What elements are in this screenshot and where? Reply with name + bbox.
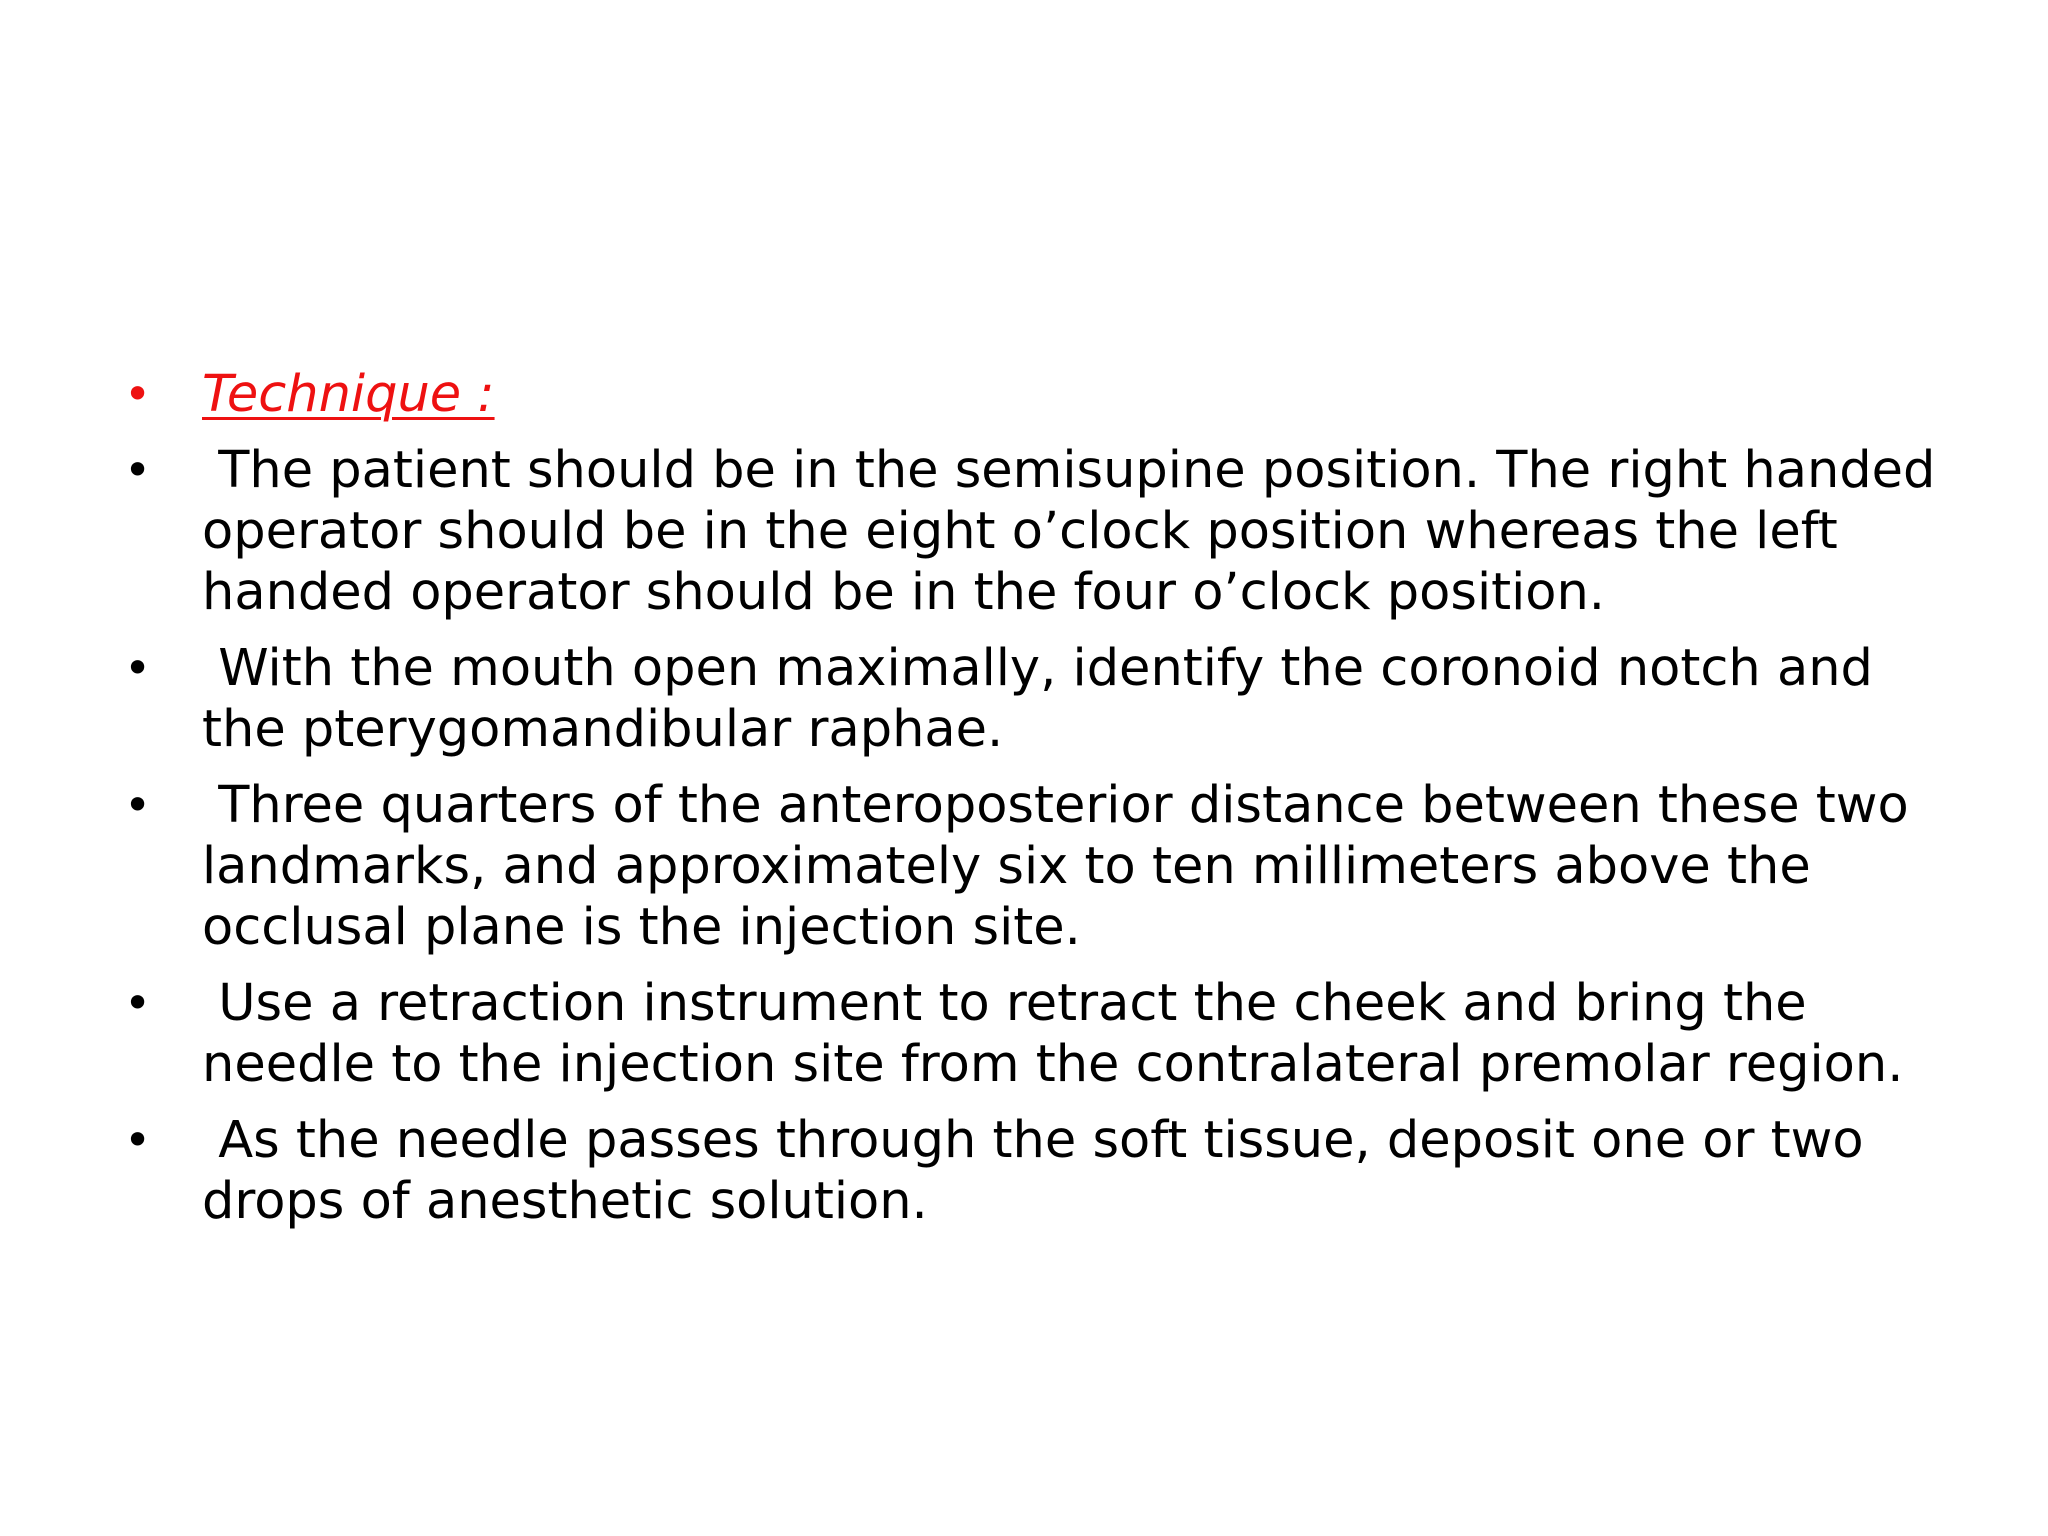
bullet-icon: •	[124, 641, 152, 695]
list-item-line: occlusal plane is the injection site.	[202, 898, 1081, 957]
technique-heading: Technique :	[202, 365, 495, 424]
list-item-line: operator should be in the eight o’clock position whereas the left	[202, 502, 1838, 561]
list-item-line: The patient should be in the semisupine position. The right handed	[202, 441, 1936, 500]
list-item-line: landmarks, and approximately six to ten millimeters above the	[202, 837, 1811, 896]
bullet-list	[122, 364, 2002, 1247]
list-item-line: Three quarters of the anteroposterior distance between these two	[202, 776, 1909, 835]
list-item-line: handed operator should be in the four o’clock position.	[202, 563, 1606, 622]
list-item	[122, 638, 2002, 760]
bullet-icon: •	[124, 367, 152, 421]
list-item	[122, 775, 2002, 958]
bullet-icon: •	[124, 778, 152, 832]
bullet-icon: •	[124, 976, 152, 1030]
list-item-line: the pterygomandibular raphae.	[202, 700, 1004, 759]
list-item-line: With the mouth open maximally, identify the coronoid notch and	[202, 639, 1873, 698]
bullet-icon: •	[124, 443, 152, 497]
list-item-line: needle to the injection site from the contralateral premolar region.	[202, 1035, 1904, 1094]
list-item-line: drops of anesthetic solution.	[202, 1172, 928, 1231]
list-item	[122, 973, 2002, 1095]
list-item	[122, 440, 2002, 623]
technique-heading-item	[122, 364, 2002, 425]
list-item-line: Use a retraction instrument to retract the cheek and bring the	[202, 974, 1807, 1033]
list-item-line: As the needle passes through the soft tissue, deposit one or two	[202, 1111, 1864, 1170]
bullet-icon: •	[124, 1113, 152, 1167]
list-item	[122, 1110, 2002, 1232]
